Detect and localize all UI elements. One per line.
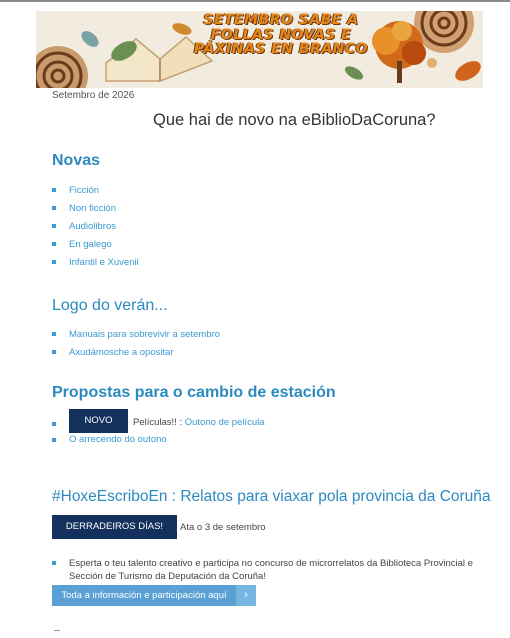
bullet-icon	[52, 332, 56, 336]
bullet-icon	[52, 438, 56, 442]
banner-title: SETEMBRO SABE A FOLLAS NOVAS E PÁXINAS EN BRANCO	[193, 12, 369, 57]
section-title-novas: Novas	[52, 152, 101, 169]
bullet-icon	[52, 260, 56, 264]
section-title-relatos: #HoxeEscriboEn : Relatos para viaxar pola provincia da Coruña	[52, 488, 491, 505]
outono-link[interactable]: Outono de película	[184, 417, 265, 428]
footer-mark	[54, 630, 60, 634]
info-button[interactable]	[52, 585, 256, 606]
section-title-propostas: Propostas para o cambio de estación	[52, 384, 336, 401]
list-item-ficcion[interactable]: Ficción	[52, 185, 139, 203]
bullet-icon	[52, 224, 56, 228]
top-border	[0, 0, 510, 2]
deadline-text: Ata o 3 de setembro	[180, 522, 266, 533]
bullet-icon	[52, 350, 56, 354]
deadline-row	[52, 515, 452, 539]
list-item-non-ficcion[interactable]: Non ficción	[52, 203, 139, 221]
bullet-icon	[52, 242, 56, 246]
bullet-icon	[52, 206, 56, 210]
list-item-infantil[interactable]: Infantil e Xuvenil	[52, 257, 139, 275]
bullet-icon	[52, 188, 56, 192]
banner	[36, 11, 483, 88]
list-item-audiolibros[interactable]: Audiolibros	[52, 221, 139, 239]
list-item-manuais[interactable]: Manuais para sobrevivir a setembro	[52, 329, 220, 347]
deadline-badge: DERRADEIROS DÍAS!	[52, 515, 177, 539]
list-item-arrecendo[interactable]: O arrecendo do outono	[52, 434, 167, 445]
novo-text: Películas!! : Outono de película	[133, 417, 265, 428]
bullet-icon	[52, 422, 56, 426]
novo-badge: NOVO	[69, 409, 128, 433]
bullet-icon	[52, 561, 56, 565]
list-item-en-galego[interactable]: En galego	[52, 239, 139, 257]
novas-list	[52, 185, 139, 275]
page-title: Que hai de novo na eBiblioDaCoruna?	[153, 111, 436, 129]
novo-row	[52, 409, 352, 433]
issue-date: Setembro de 2026	[52, 90, 135, 101]
chevron-right-icon: ›	[236, 585, 256, 606]
list-item-opositar[interactable]: Axudámosche a opositar	[52, 347, 220, 365]
info-button-label: Toda a información e participación aquí	[61, 590, 227, 601]
verano-list	[52, 329, 220, 365]
contest-description: Esperta o teu talento creativo e participa no concurso de microrrelatos da Biblioteca Provincial e Sección de Turismo da Deputación da Coruña!	[52, 557, 509, 583]
section-title-verano: Logo do verán...	[52, 297, 168, 314]
